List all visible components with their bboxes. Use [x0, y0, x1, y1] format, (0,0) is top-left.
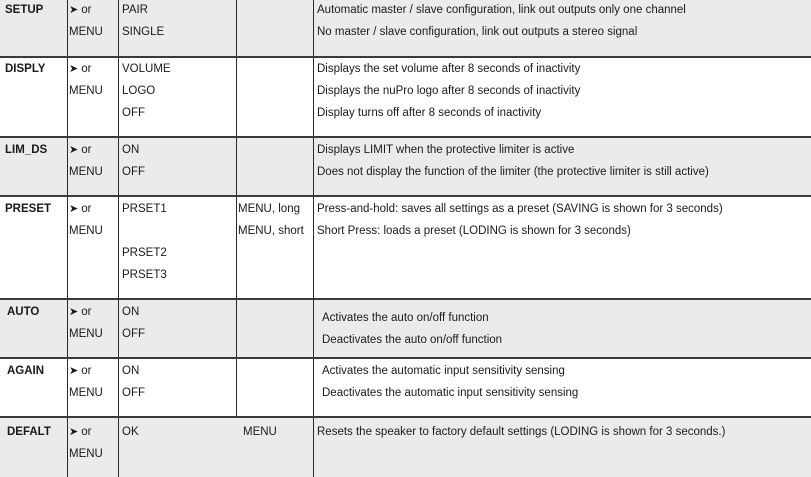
nav-hint: ➤ or: [69, 365, 92, 377]
nav-hint-menu: MENU: [69, 166, 103, 178]
option-description: Activates the automatic input sensitivity sensing: [322, 365, 565, 377]
table-row-setup: [0, 0, 811, 58]
option-value: OFF: [122, 328, 145, 340]
column-divider: [313, 138, 314, 195]
option-description: No master / slave configuration, link out outputs a stereo signal: [317, 26, 638, 38]
option-value: PRSET3: [122, 269, 167, 281]
arrow-right-icon: ➤: [69, 144, 79, 156]
column-divider: [67, 300, 68, 357]
nav-hint-menu: MENU: [69, 85, 103, 97]
column-divider: [118, 418, 119, 477]
column-divider: [118, 197, 119, 298]
column-divider: [118, 300, 119, 357]
option-description: Press-and-hold: saves all settings as a preset (SAVING is shown for 3 seconds): [317, 203, 723, 215]
option-description: Displays LIMIT when the protective limiter is active: [317, 144, 575, 156]
option-description: Displays the set volume after 8 seconds of inactivity: [317, 63, 581, 75]
option-value: OK: [122, 426, 139, 438]
column-divider: [236, 300, 237, 357]
nav-hint-menu: MENU: [69, 387, 103, 399]
menu-name: LIM_DS: [5, 144, 48, 156]
option-description: Resets the speaker to factory default settings (LODING is shown for 3 seconds.): [317, 426, 726, 438]
option-description: Deactivates the automatic input sensitivity sensing: [322, 387, 579, 399]
column-divider: [313, 300, 314, 357]
column-divider: [67, 359, 68, 416]
option-value: ON: [122, 365, 140, 377]
nav-hint: ➤ or: [69, 426, 92, 438]
option-value: PAIR: [122, 4, 148, 16]
button-action: MENU, short: [238, 225, 304, 237]
arrow-right-icon: ➤: [69, 365, 79, 377]
option-value: VOLUME: [122, 63, 171, 75]
column-divider: [313, 197, 314, 298]
column-divider: [313, 418, 314, 477]
option-description: Deactivates the auto on/off function: [322, 334, 503, 346]
option-value: LOGO: [122, 85, 156, 97]
nav-hint-menu: MENU: [69, 448, 103, 460]
table-row-preset: [0, 197, 811, 300]
menu-name: PRESET: [5, 203, 52, 215]
option-description: Displays the nuPro logo after 8 seconds of inactivity: [317, 85, 581, 97]
column-divider: [67, 138, 68, 195]
arrow-right-icon: ➤: [69, 63, 79, 75]
nav-hint: ➤ or: [69, 63, 92, 75]
option-value: ON: [122, 306, 140, 318]
column-divider: [67, 58, 68, 136]
menu-name: SETUP: [5, 4, 44, 16]
arrow-right-icon: ➤: [69, 203, 79, 215]
nav-hint: ➤ or: [69, 203, 92, 215]
column-divider: [118, 359, 119, 416]
column-divider: [118, 0, 119, 56]
arrow-right-icon: ➤: [69, 306, 79, 318]
column-divider: [236, 359, 237, 416]
arrow-right-icon: ➤: [69, 426, 79, 438]
option-description: Automatic master / slave configuration, link out outputs only one channel: [317, 4, 686, 16]
column-divider: [313, 359, 314, 416]
column-divider: [236, 197, 237, 298]
column-divider: [313, 0, 314, 56]
option-value: PRSET1: [122, 203, 167, 215]
column-divider: [118, 58, 119, 136]
nav-hint-menu: MENU: [69, 26, 103, 38]
option-description: Display turns off after 8 seconds of inactivity: [317, 107, 542, 119]
nav-hint-menu: MENU: [69, 225, 103, 237]
table-row-lim-ds: [0, 138, 811, 197]
column-divider: [118, 138, 119, 195]
button-action: MENU, long: [238, 203, 300, 215]
nav-hint-menu: MENU: [69, 328, 103, 340]
option-description: Short Press: loads a preset (LODING is shown for 3 seconds): [317, 225, 631, 237]
option-value: ON: [122, 144, 140, 156]
nav-hint: ➤ or: [69, 144, 92, 156]
nav-hint: ➤ or: [69, 306, 92, 318]
column-divider: [236, 58, 237, 136]
option-description: Does not display the function of the limiter (the protective limiter is still active): [317, 166, 709, 178]
arrow-right-icon: ➤: [69, 4, 79, 16]
column-divider: [67, 418, 68, 477]
table-row-auto: [0, 300, 811, 359]
option-value: OFF: [122, 166, 145, 178]
column-divider: [236, 0, 237, 56]
table-row-disply: [0, 58, 811, 138]
nav-hint: ➤ or: [69, 4, 92, 16]
option-description: Activates the auto on/off function: [322, 312, 489, 324]
table-row-defalt: [0, 418, 811, 477]
button-action: MENU: [243, 426, 277, 438]
column-divider: [313, 58, 314, 136]
option-value: OFF: [122, 387, 145, 399]
menu-name: DEFALT: [7, 426, 51, 438]
menu-name: AGAIN: [7, 365, 45, 377]
column-divider: [67, 197, 68, 298]
table-row-again: [0, 359, 811, 418]
menu-name: AUTO: [7, 306, 40, 318]
option-value: SINGLE: [122, 26, 165, 38]
column-divider: [67, 0, 68, 56]
option-value: OFF: [122, 107, 145, 119]
option-value: PRSET2: [122, 247, 167, 259]
menu-name: DISPLY: [5, 63, 46, 75]
column-divider: [236, 138, 237, 195]
